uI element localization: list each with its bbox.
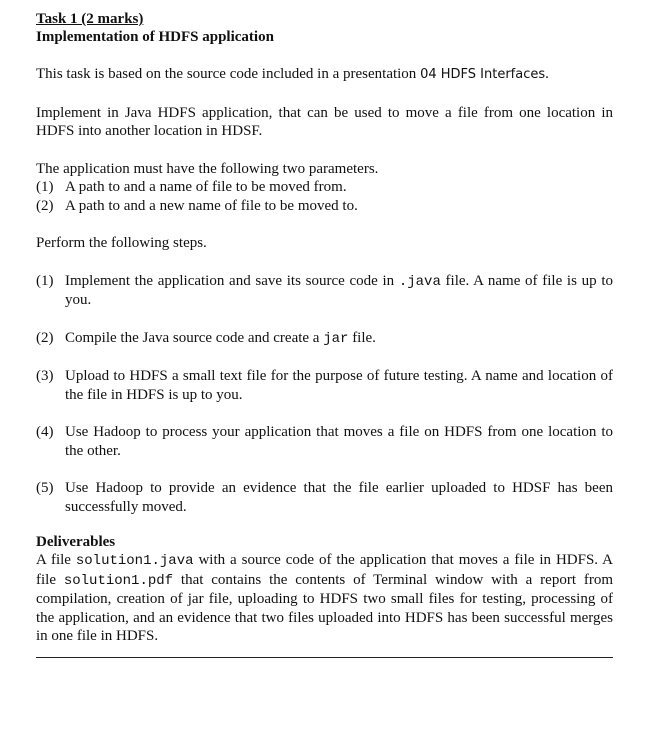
jar-code: jar [323, 330, 349, 347]
parameter-text: A path to and a new name of file to be moved to. [65, 197, 358, 214]
step-number: (1) [36, 272, 54, 289]
step-text: Upload to HDFS a small text file for the purpose of future testing. A name and location of the file in HDFS is up to you. [65, 368, 613, 403]
step-number: (2) [36, 329, 54, 346]
parameter-number: (2) [36, 197, 54, 214]
parameter-item [36, 178, 613, 197]
task-title: Task 1 (2 marks) [36, 11, 144, 27]
step-text: file. [348, 329, 376, 346]
intro-text: This task is based on the source code included in a presentation [36, 66, 421, 82]
bottom-rule [36, 657, 613, 658]
solution-pdf-filename: solution1.pdf [63, 572, 174, 589]
task-subtitle: Implementation of HDFS application [36, 29, 274, 45]
step-item [36, 367, 613, 404]
parameter-number: (1) [36, 179, 54, 195]
implement-paragraph: Implement in Java HDFS application, that can be used to move a file from one location in HDFS into another location in HDSF. [36, 104, 613, 139]
step-item [36, 272, 613, 310]
deliverables-paragraph [36, 551, 613, 646]
deliverables-heading: Deliverables [36, 534, 116, 550]
deliverables-text: that contains the contents of Terminal window with a report from compilation, creation of jar file, uploading to HDFS two small files for testing, processing of the application, and an evidence that two files uploaded into HDFS has been successful merges in one file in HDFS. [36, 571, 613, 644]
step-text: Use Hadoop to process your application that moves a file on HDFS from one location to the other. [65, 424, 613, 459]
step-text: Use Hadoop to provide an evidence that the file earlier uploaded to HDSF has been successfully moved. [65, 480, 613, 515]
intro-paragraph [36, 65, 613, 85]
step-item [36, 479, 613, 516]
parameter-text: A path to and a name of file to be moved from. [65, 179, 347, 195]
deliverables-text: with a source code of the application that moves a file in HDFS. A file [36, 552, 613, 588]
intro-end: . [545, 66, 549, 82]
step-text: Compile the Java source code and create a [65, 329, 324, 346]
step-text: file. A name of file is up to you. [65, 272, 613, 308]
document-page [36, 10, 613, 646]
step-item [36, 329, 613, 349]
parameters-intro: The application must have the following two parameters. [36, 160, 379, 177]
solution-java-filename: solution1.java [75, 553, 194, 569]
deliverables-text: A file [36, 552, 76, 568]
step-number: (5) [36, 480, 54, 496]
step-number: (3) [36, 368, 54, 384]
presentation-name: 04 HDFS Interfaces [420, 67, 546, 82]
parameter-item [36, 197, 613, 216]
steps-intro: Perform the following steps. [36, 235, 207, 251]
java-extension-code: .java [398, 273, 441, 290]
step-item [36, 423, 613, 460]
step-text: Implement the application and save its source code in [65, 272, 399, 289]
step-number: (4) [36, 424, 54, 440]
